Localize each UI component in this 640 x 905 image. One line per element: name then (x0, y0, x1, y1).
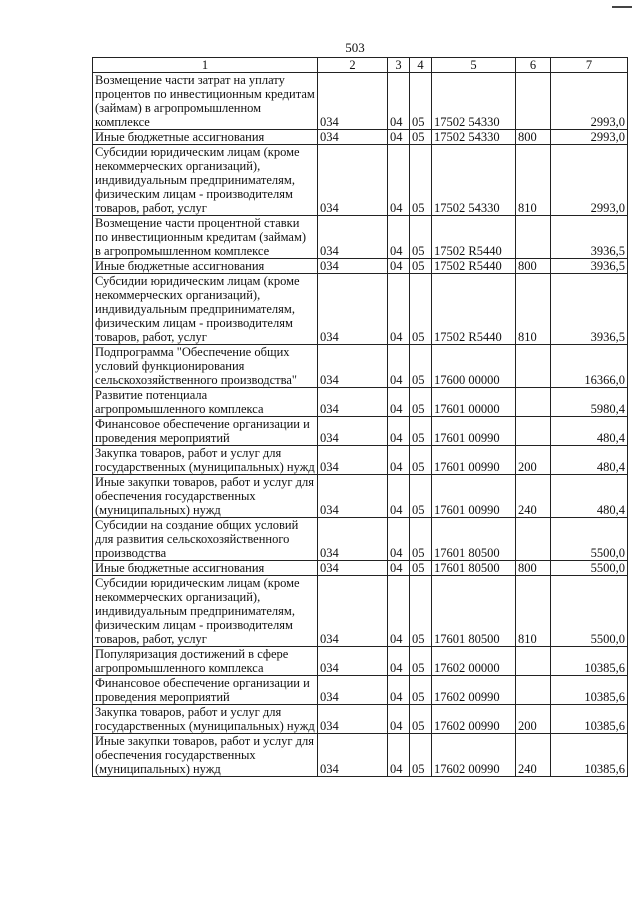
row-ministry-code-cell: 034 (318, 446, 388, 475)
table-row (93, 576, 628, 647)
row-ministry-code-cell: 034 (318, 130, 388, 145)
table-row (93, 73, 628, 130)
table-row (93, 259, 628, 274)
row-expense-type-cell: 240 (516, 734, 551, 777)
row-expense-type-cell: 240 (516, 475, 551, 518)
row-section-cell: 04 (388, 647, 410, 676)
header-col-6: 6 (516, 58, 551, 73)
row-target-article-cell: 17502 54330 (432, 73, 516, 130)
row-ministry-code-cell: 034 (318, 576, 388, 647)
row-ministry-code-cell: 034 (318, 561, 388, 576)
row-subsection-cell: 05 (410, 388, 432, 417)
row-amount-cell: 5500,0 (551, 561, 628, 576)
row-amount-cell: 2993,0 (551, 73, 628, 130)
table-row (93, 345, 628, 388)
row-expense-type-cell (516, 345, 551, 388)
table-row (93, 705, 628, 734)
row-section-cell: 04 (388, 446, 410, 475)
row-amount-cell: 5500,0 (551, 518, 628, 561)
row-subsection-cell: 05 (410, 676, 432, 705)
row-amount-cell: 10385,6 (551, 676, 628, 705)
row-name-cell: Развитие потенциала агропромышленного комплекса (93, 388, 318, 417)
row-ministry-code-cell: 034 (318, 259, 388, 274)
row-name-cell: Субсидии юридическим лицам (кроме некоммерческих организаций), индивидуальным предпринимателям, физическим лицам - производителям товаров, работ, услуг (93, 145, 318, 216)
row-amount-cell: 10385,6 (551, 734, 628, 777)
row-target-article-cell: 17602 00990 (432, 734, 516, 777)
row-amount-cell: 3936,5 (551, 216, 628, 259)
row-expense-type-cell: 200 (516, 705, 551, 734)
row-name-cell: Популяризация достижений в сфере агропромышленного комплекса (93, 647, 318, 676)
row-section-cell: 04 (388, 561, 410, 576)
row-section-cell: 04 (388, 259, 410, 274)
row-section-cell: 04 (388, 388, 410, 417)
row-name-cell: Иные бюджетные ассигнования (93, 561, 318, 576)
row-subsection-cell: 05 (410, 345, 432, 388)
row-subsection-cell: 05 (410, 130, 432, 145)
row-name-cell: Закупка товаров, работ и услуг для государственных (муниципальных) нужд (93, 705, 318, 734)
row-target-article-cell: 17601 80500 (432, 576, 516, 647)
row-target-article-cell: 17601 80500 (432, 518, 516, 561)
row-subsection-cell: 05 (410, 145, 432, 216)
budget-table (92, 57, 628, 777)
row-target-article-cell: 17502 R5440 (432, 259, 516, 274)
row-expense-type-cell: 200 (516, 446, 551, 475)
table-row (93, 647, 628, 676)
row-target-article-cell: 17601 80500 (432, 561, 516, 576)
row-ministry-code-cell: 034 (318, 73, 388, 130)
row-subsection-cell: 05 (410, 216, 432, 259)
row-amount-cell: 2993,0 (551, 130, 628, 145)
row-section-cell: 04 (388, 345, 410, 388)
row-expense-type-cell: 800 (516, 259, 551, 274)
row-ministry-code-cell: 034 (318, 388, 388, 417)
row-amount-cell: 3936,5 (551, 274, 628, 345)
row-ministry-code-cell: 034 (318, 647, 388, 676)
row-target-article-cell: 17601 00990 (432, 475, 516, 518)
row-amount-cell: 10385,6 (551, 647, 628, 676)
row-expense-type-cell (516, 73, 551, 130)
row-target-article-cell: 17602 00990 (432, 705, 516, 734)
row-expense-type-cell (516, 518, 551, 561)
row-target-article-cell: 17502 R5440 (432, 274, 516, 345)
row-target-article-cell: 17601 00000 (432, 388, 516, 417)
row-subsection-cell: 05 (410, 518, 432, 561)
row-expense-type-cell: 810 (516, 145, 551, 216)
row-name-cell: Субсидии на создание общих условий для развития сельскохозяйственного производства (93, 518, 318, 561)
row-name-cell: Иные бюджетные ассигнования (93, 130, 318, 145)
row-section-cell: 04 (388, 676, 410, 705)
row-ministry-code-cell: 034 (318, 518, 388, 561)
row-expense-type-cell (516, 216, 551, 259)
header-col-3: 3 (388, 58, 410, 73)
row-amount-cell: 16366,0 (551, 345, 628, 388)
row-ministry-code-cell: 034 (318, 417, 388, 446)
row-ministry-code-cell: 034 (318, 705, 388, 734)
table-row (93, 145, 628, 216)
row-subsection-cell: 05 (410, 475, 432, 518)
row-name-cell: Субсидии юридическим лицам (кроме некоммерческих организаций), индивидуальным предпринимателям, физическим лицам - производителям товаров, работ, услуг (93, 576, 318, 647)
header-col-2: 2 (318, 58, 388, 73)
row-ministry-code-cell: 034 (318, 676, 388, 705)
row-section-cell: 04 (388, 145, 410, 216)
row-expense-type-cell (516, 417, 551, 446)
row-section-cell: 04 (388, 475, 410, 518)
row-name-cell: Иные закупки товаров, работ и услуг для обеспечения государственных (муниципальных) нужд (93, 475, 318, 518)
row-section-cell: 04 (388, 216, 410, 259)
row-expense-type-cell: 800 (516, 130, 551, 145)
row-name-cell: Возмещение части процентной ставки по инвестиционным кредитам (займам) в агропромышленном комплексе (93, 216, 318, 259)
row-expense-type-cell: 810 (516, 274, 551, 345)
row-name-cell: Подпрограмма "Обеспечение общих условий функционирования сельскохозяйственного производства" (93, 345, 318, 388)
row-subsection-cell: 05 (410, 417, 432, 446)
row-subsection-cell: 05 (410, 73, 432, 130)
table-row (93, 274, 628, 345)
row-expense-type-cell (516, 388, 551, 417)
table-row (93, 561, 628, 576)
row-subsection-cell: 05 (410, 274, 432, 345)
row-section-cell: 04 (388, 130, 410, 145)
row-target-article-cell: 17601 00990 (432, 446, 516, 475)
row-amount-cell: 10385,6 (551, 705, 628, 734)
table-row (93, 475, 628, 518)
row-subsection-cell: 05 (410, 734, 432, 777)
row-expense-type-cell: 810 (516, 576, 551, 647)
scan-mark (612, 0, 632, 8)
row-ministry-code-cell: 034 (318, 216, 388, 259)
row-subsection-cell: 05 (410, 647, 432, 676)
row-amount-cell: 480,4 (551, 417, 628, 446)
row-amount-cell: 5500,0 (551, 576, 628, 647)
table-row (93, 734, 628, 777)
row-name-cell: Закупка товаров, работ и услуг для государственных (муниципальных) нужд (93, 446, 318, 475)
row-section-cell: 04 (388, 705, 410, 734)
row-subsection-cell: 05 (410, 446, 432, 475)
page-number: 503 (345, 40, 365, 55)
table-header-row (93, 58, 628, 73)
row-target-article-cell: 17602 00990 (432, 676, 516, 705)
row-section-cell: 04 (388, 518, 410, 561)
row-section-cell: 04 (388, 576, 410, 647)
row-ministry-code-cell: 034 (318, 734, 388, 777)
row-expense-type-cell (516, 647, 551, 676)
header-col-5: 5 (432, 58, 516, 73)
row-amount-cell: 480,4 (551, 446, 628, 475)
row-ministry-code-cell: 034 (318, 145, 388, 216)
row-section-cell: 04 (388, 417, 410, 446)
header-col-1: 1 (93, 58, 318, 73)
row-name-cell: Финансовое обеспечение организации и проведения мероприятий (93, 676, 318, 705)
header-col-7: 7 (551, 58, 628, 73)
row-expense-type-cell (516, 676, 551, 705)
row-name-cell: Финансовое обеспечение организации и проведения мероприятий (93, 417, 318, 446)
row-ministry-code-cell: 034 (318, 475, 388, 518)
row-subsection-cell: 05 (410, 576, 432, 647)
table-row (93, 446, 628, 475)
row-name-cell: Возмещение части затрат на уплату процентов по инвестиционным кредитам (займам) в агропромышленном комплексе (93, 73, 318, 130)
table-row (93, 676, 628, 705)
table-body (93, 73, 628, 777)
table-row (93, 518, 628, 561)
row-amount-cell: 480,4 (551, 475, 628, 518)
row-subsection-cell: 05 (410, 561, 432, 576)
row-target-article-cell: 17502 54330 (432, 145, 516, 216)
row-target-article-cell: 17601 00990 (432, 417, 516, 446)
row-name-cell: Иные бюджетные ассигнования (93, 259, 318, 274)
row-ministry-code-cell: 034 (318, 274, 388, 345)
row-amount-cell: 3936,5 (551, 259, 628, 274)
table-row (93, 388, 628, 417)
table-row (93, 216, 628, 259)
row-amount-cell: 2993,0 (551, 145, 628, 216)
table-row (93, 130, 628, 145)
row-name-cell: Иные закупки товаров, работ и услуг для обеспечения государственных (муниципальных) нужд (93, 734, 318, 777)
row-target-article-cell: 17502 R5440 (432, 216, 516, 259)
row-amount-cell: 5980,4 (551, 388, 628, 417)
row-name-cell: Субсидии юридическим лицам (кроме некоммерческих организаций), индивидуальным предпринимателям, физическим лицам - производителям товаров, работ, услуг (93, 274, 318, 345)
header-col-4: 4 (410, 58, 432, 73)
row-target-article-cell: 17600 00000 (432, 345, 516, 388)
row-ministry-code-cell: 034 (318, 345, 388, 388)
row-expense-type-cell: 800 (516, 561, 551, 576)
row-target-article-cell: 17502 54330 (432, 130, 516, 145)
table-row (93, 417, 628, 446)
row-section-cell: 04 (388, 73, 410, 130)
row-target-article-cell: 17602 00000 (432, 647, 516, 676)
row-subsection-cell: 05 (410, 705, 432, 734)
row-subsection-cell: 05 (410, 259, 432, 274)
row-section-cell: 04 (388, 274, 410, 345)
row-section-cell: 04 (388, 734, 410, 777)
